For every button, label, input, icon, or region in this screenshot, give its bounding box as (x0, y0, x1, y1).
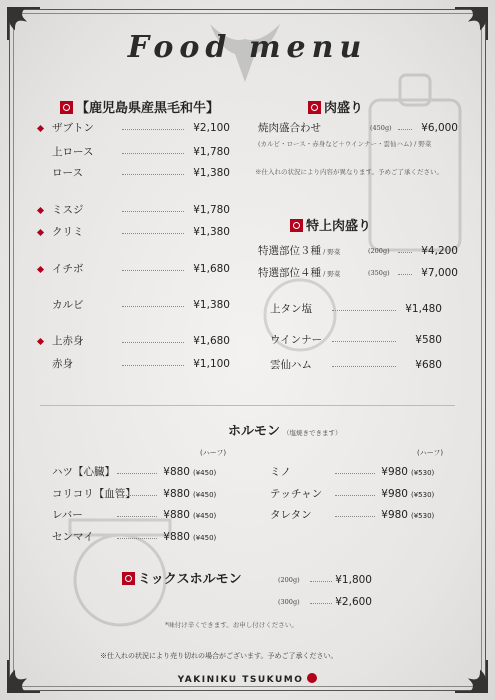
item-name: ウインナー (270, 334, 323, 346)
item-name: タレタン (270, 509, 312, 521)
item-price: ¥1,380 (193, 226, 230, 238)
item-weight: (200g) (368, 247, 390, 255)
item-name: カルビ (52, 299, 84, 311)
item-price: ¥880 (163, 488, 190, 500)
item-half-price: (¥530) (411, 469, 435, 477)
brand-logo-icon (307, 673, 317, 683)
meat-badge-icon (122, 572, 135, 585)
item-sub: / 野菜 (321, 248, 341, 256)
item-name: テッチャン (270, 488, 323, 500)
item-price: ¥1,800 (335, 574, 372, 586)
nikumori-desc: (カルビ・ロース・赤身など＋ウインナー・雲仙ハム) / 野菜 (258, 140, 432, 148)
item-name-text: 特選部位３種 (258, 245, 321, 257)
item-half-price: (¥450) (193, 469, 217, 477)
menu-row (52, 530, 227, 544)
menu-row (258, 244, 458, 258)
item-price: ¥1,680 (193, 263, 230, 275)
leader-dots (335, 495, 375, 496)
item-half-price: (¥450) (193, 534, 217, 542)
item-name: 上ロース (52, 146, 94, 158)
item-name: 上タン塩 (270, 303, 312, 315)
mix-heading (122, 568, 242, 587)
item-name: 上赤身 (52, 335, 84, 347)
item-price: ¥680 (415, 359, 442, 371)
item-weight: (350g) (368, 269, 390, 277)
menu-row (52, 145, 230, 159)
leader-dots (335, 473, 375, 474)
item-half-price: (¥530) (411, 512, 435, 520)
page-title: Food menu (127, 30, 368, 65)
mix-heading-text: ミックスホルモン (138, 572, 242, 587)
kagoshima-heading (60, 97, 219, 116)
item-price: ¥1,780 (193, 204, 230, 216)
item-price: ¥880 (163, 531, 190, 543)
leader-dots (117, 495, 157, 496)
menu-row (52, 298, 230, 312)
item-price: ¥980 (381, 509, 408, 521)
menu-row (52, 121, 230, 135)
item-name: ミノ (270, 466, 291, 478)
brand-name: YAKINIKU TSUKUMO (177, 675, 304, 685)
meat-badge-icon (60, 101, 73, 114)
leader-dots (332, 310, 396, 311)
item-name: レバー (52, 509, 83, 521)
section-divider (40, 405, 455, 406)
item-price: ¥880 (163, 466, 190, 478)
leader-dots (117, 473, 157, 474)
leader-dots (117, 538, 157, 539)
menu-row (270, 302, 442, 316)
menu-row (52, 487, 227, 501)
leader-dots (335, 516, 375, 517)
leader-dots (332, 366, 396, 367)
menu-row (270, 508, 445, 522)
menu-row (270, 487, 445, 501)
menu-row (270, 465, 445, 479)
menu-row (52, 465, 227, 479)
menu-row (278, 573, 378, 587)
leader-dots (122, 306, 184, 307)
leader-dots (122, 342, 184, 343)
item-half-price: (¥450) (193, 512, 217, 520)
leader-dots (122, 233, 184, 234)
item-name: 赤身 (52, 358, 73, 370)
leader-dots (122, 211, 184, 212)
leader-dots (122, 174, 184, 175)
item-price: ¥1,380 (193, 167, 230, 179)
item-name: ミスジ (52, 204, 84, 216)
item-name: クリミ (52, 226, 84, 238)
menu-row (52, 225, 230, 239)
tokujo-heading (290, 215, 371, 234)
leader-dots (122, 270, 184, 271)
item-price: ¥2,100 (193, 122, 230, 134)
item-name-text: 特選部位４種 (258, 267, 321, 279)
item-price: ¥1,680 (193, 335, 230, 347)
item-price: ¥7,000 (421, 267, 458, 279)
item-name (258, 266, 340, 281)
menu-row (270, 333, 442, 347)
menu-row (52, 166, 230, 180)
item-weight: (300g) (278, 598, 300, 606)
leader-dots (122, 365, 184, 366)
nikumori-heading (308, 97, 363, 116)
leader-dots (122, 153, 184, 154)
horumon-heading-text: ホルモン (228, 424, 281, 439)
leader-dots (332, 341, 396, 342)
footer-note: ※仕入れの状況により売り切れの場合がございます。予めご了承ください。 (100, 652, 338, 660)
item-name: 雲仙ハム (270, 359, 312, 371)
menu-row (52, 203, 230, 217)
item-price: ¥980 (381, 466, 408, 478)
menu-row (52, 262, 230, 276)
item-name: 焼肉盛合わせ (258, 122, 321, 134)
item-price: ¥4,200 (421, 245, 458, 257)
menu-row (52, 508, 227, 522)
item-half-price: (¥450) (193, 491, 217, 499)
item-price: ¥1,380 (193, 299, 230, 311)
item-name: コリコリ【血管】 (52, 488, 136, 500)
item-half-price: (¥530) (411, 491, 435, 499)
tokujo-heading-text: 特上肉盛り (306, 219, 372, 234)
item-price: ¥6,000 (421, 122, 458, 134)
menu-row (270, 358, 442, 372)
item-price: ¥980 (381, 488, 408, 500)
horumon-heading-note: （塩焼きできます） (283, 429, 342, 437)
half-label-left: (ハーフ) (200, 449, 227, 457)
mix-note: *味付け辛くできます。お申し付けください。 (165, 621, 298, 629)
leader-dots (117, 516, 157, 517)
menu-row (52, 357, 230, 371)
item-weight: (200g) (278, 576, 300, 584)
menu-row (258, 266, 458, 280)
menu-row (52, 334, 230, 348)
nikumori-row (258, 121, 458, 135)
item-name: ロース (52, 167, 83, 179)
item-weight: (450g) (370, 124, 392, 132)
menu-row (278, 595, 378, 609)
nikumori-note: ※仕入れの状況により内容が異なります。予めご了承ください。 (255, 168, 443, 176)
item-name: センマイ (52, 531, 94, 543)
item-price: ¥580 (415, 334, 442, 346)
meat-badge-icon (290, 219, 303, 232)
horumon-heading (228, 420, 342, 439)
meat-badge-icon (308, 101, 321, 114)
leader-dots (122, 129, 184, 130)
item-price: ¥1,100 (193, 358, 230, 370)
item-price: ¥1,780 (193, 146, 230, 158)
item-name: イチボ (52, 263, 84, 275)
item-sub: / 野菜 (321, 270, 341, 278)
brand-footer (0, 673, 495, 685)
item-price: ¥1,480 (405, 303, 442, 315)
nikumori-heading-text: 肉盛り (324, 101, 364, 116)
half-label-right: (ハーフ) (417, 449, 444, 457)
kagoshima-heading-text: 【鹿児島県産黒毛和牛】 (76, 101, 220, 116)
item-name: ザブトン (52, 122, 94, 134)
item-price: ¥880 (163, 509, 190, 521)
item-name: ハツ【心臓】 (52, 466, 115, 478)
item-price: ¥2,600 (335, 596, 372, 608)
item-name (258, 244, 340, 259)
